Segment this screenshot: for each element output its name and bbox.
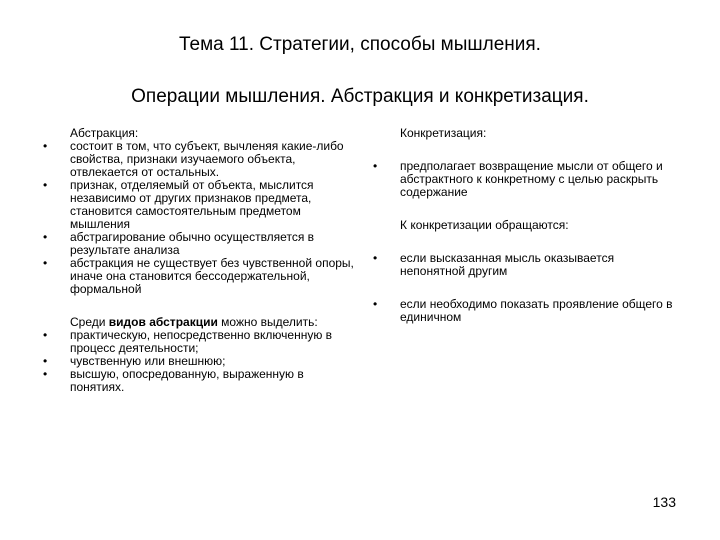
bullet-icon: •: [373, 159, 378, 173]
concretization-item: предполагает возвращение мысли от общего и абстрактного к конкретному с целью раскрыть содержание: [400, 159, 663, 199]
abstraction-item: состоит в том, что субъект, вычленяя какие-либо свойства, признаки изучаемого объекта, отвлекается от остальных.: [70, 139, 344, 179]
page-number: 133: [652, 494, 676, 510]
abstraction-column: [40, 127, 355, 394]
bullet-icon: •: [43, 354, 48, 368]
abstraction-item: абстрагирование обычно осуществляется в результате анализа: [70, 230, 315, 257]
abstraction-kind: чувственную или внешнюю;: [70, 354, 226, 368]
bullet-icon: •: [43, 139, 48, 153]
list-item: [40, 329, 355, 355]
bullet-icon: •: [43, 367, 48, 381]
bullet-icon: •: [43, 328, 48, 342]
concretization-heading: Конкретизация:: [400, 126, 487, 140]
slide-subtitle: Операции мышления. Абстракция и конкретизация.: [131, 86, 589, 107]
list-item: [370, 298, 680, 324]
list-item: [40, 231, 355, 257]
list-item: [40, 179, 355, 231]
concretization-column: [370, 127, 680, 324]
bullet-icon: •: [43, 256, 48, 270]
kinds-bold: видов абстракции: [108, 315, 218, 329]
bullet-icon: •: [373, 297, 378, 311]
list-item: [370, 252, 680, 278]
abstraction-item: абстракция не существует без чувственной опоры, иначе она становится бессодержательной, формальной: [70, 256, 354, 296]
abstraction-heading: Абстракция:: [70, 126, 139, 140]
kinds-prefix: Среди: [70, 315, 109, 329]
concretization-case: если необходимо показать проявление общего в единичном: [400, 297, 673, 324]
list-item: [370, 160, 680, 199]
abstraction-kind: практическую, непосредственно включенную в процесс деятельности;: [70, 328, 333, 355]
bullet-icon: •: [43, 178, 48, 192]
bullet-icon: •: [43, 230, 48, 244]
bullet-icon: •: [373, 251, 378, 265]
concretization-case: если высказанная мысль оказывается непонятной другим: [400, 251, 615, 278]
kinds-suffix: можно выделить:: [217, 315, 318, 329]
list-item: [40, 140, 355, 179]
list-item: [40, 368, 355, 394]
concretization-subheading: К конкретизации обращаются:: [400, 218, 569, 232]
list-item: [40, 257, 355, 296]
abstraction-item: признак, отделяемый от объекта, мыслится независимо от других признаков предмета, становится самостоятельным предметом мышления: [70, 178, 314, 231]
abstraction-kind: высшую, опосредованную, выраженную в понятиях.: [70, 367, 304, 394]
slide-title: Тема 11. Стратегии, способы мышления.: [179, 34, 541, 55]
